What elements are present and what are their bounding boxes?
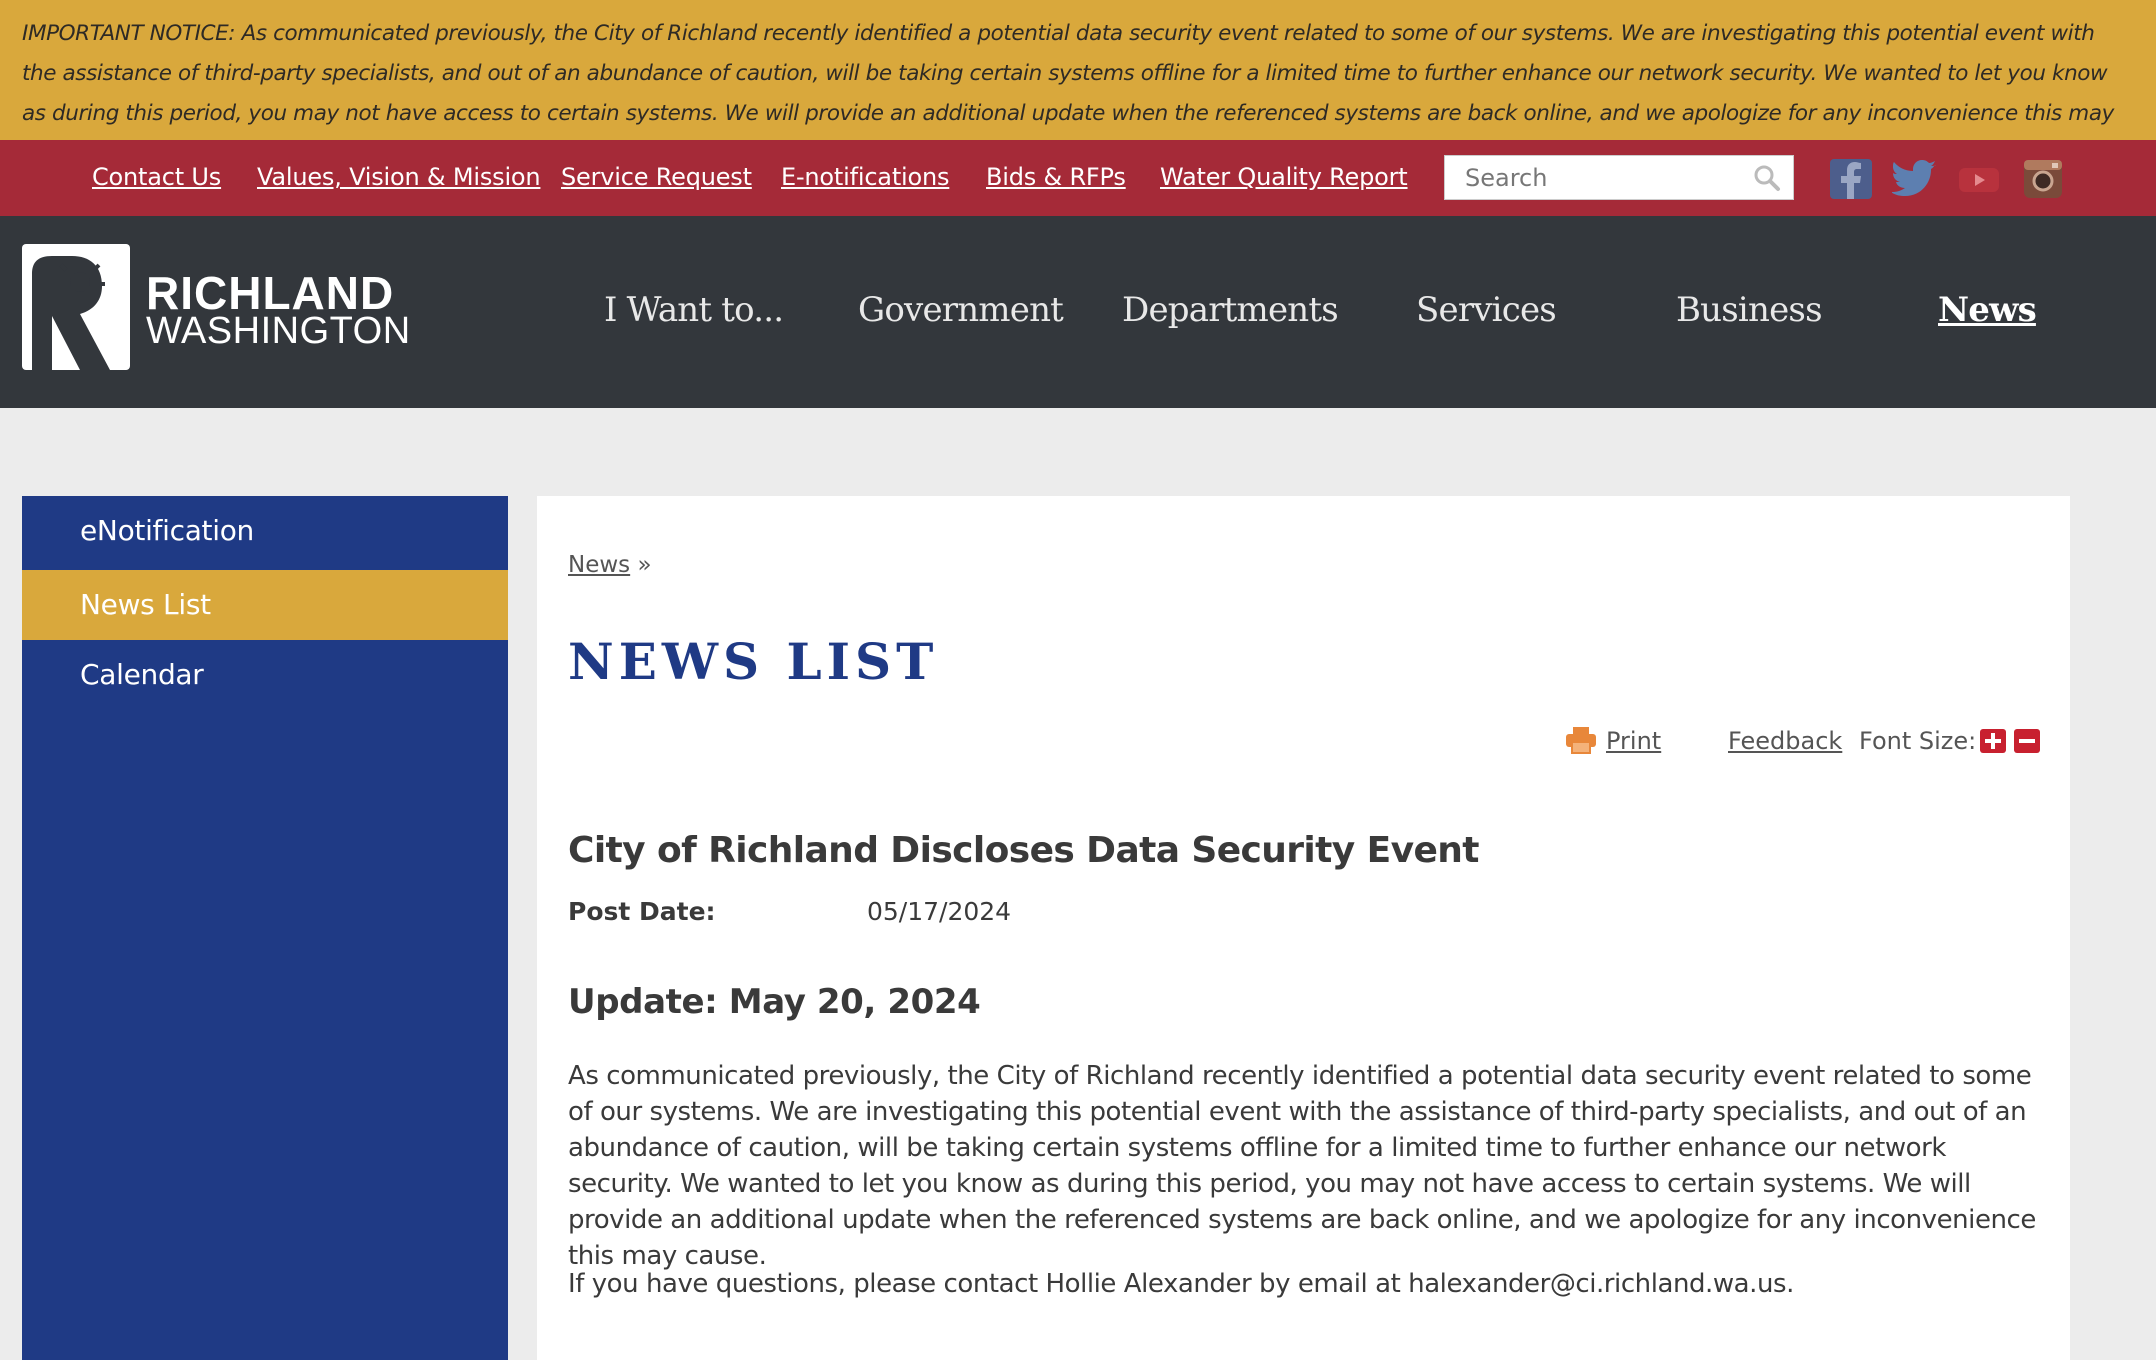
feedback-link[interactable]: Feedback (1728, 727, 1843, 755)
security-notice-banner (0, 0, 2156, 140)
notice-text: IMPORTANT NOTICE: As communicated previously, the City of Richland recently identified a potential data security event related to some of our systems. We are investigating this potential event with the assistance of third-party specialists, and out of an abundance of caution, will be taking certain systems offline for a limited time to further enhance our network security. We wanted to let you know as during this period, you may not have access to certain systems. We will provide an additional update when the referenced systems are back online, and we apologize for any inconvenience this may (22, 21, 2114, 126)
page-title: NEWS LIST (568, 632, 939, 691)
article-title: City of Richland Discloses Data Security Event (568, 830, 1479, 871)
font-decrease-icon[interactable] (2014, 729, 2040, 753)
e-notifications-link[interactable]: E-notifications (781, 163, 950, 191)
font-size-label: Font Size: (1859, 727, 1977, 755)
nav-news[interactable]: News (1938, 290, 2036, 330)
logo-text-richland: RICHLAND (146, 267, 395, 319)
breadcrumb-separator: » (637, 552, 652, 578)
post-date-label: Post Date: (568, 897, 716, 926)
youtube-icon[interactable] (1956, 158, 2002, 200)
update-heading: Update: May 20, 2024 (568, 982, 981, 1022)
sidebar (22, 496, 508, 1360)
twitter-icon[interactable] (1892, 158, 1938, 200)
contact-us-link[interactable]: Contact Us (92, 163, 222, 191)
nav-i-want-to[interactable]: I Want to... (604, 290, 784, 330)
facebook-icon[interactable] (1828, 158, 1874, 200)
nav-services[interactable]: Services (1416, 290, 1556, 330)
breadcrumb-news-link[interactable]: News (568, 552, 631, 578)
search-box (1444, 155, 1794, 200)
service-request-link[interactable]: Service Request (561, 163, 752, 191)
font-increase-icon[interactable] (1980, 729, 2006, 753)
print-link[interactable]: Print (1606, 727, 1662, 755)
article-contact: If you have questions, please contact Hollie Alexander by email at halexander@ci.richland.wa.us. (568, 1269, 1794, 1299)
nav-departments[interactable]: Departments (1122, 290, 1338, 330)
search-icon[interactable] (1753, 164, 1781, 192)
nav-government[interactable]: Government (858, 290, 1064, 330)
nav-business[interactable]: Business (1676, 290, 1822, 330)
printer-icon[interactable] (1565, 726, 1597, 754)
breadcrumb (568, 552, 652, 578)
sidebar-item-enotification[interactable]: eNotification (80, 514, 254, 547)
sidebar-item-calendar[interactable]: Calendar (80, 658, 204, 691)
post-date-value: 05/17/2024 (867, 897, 1012, 926)
water-quality-report-link[interactable]: Water Quality Report (1160, 163, 1408, 191)
values-vision-mission-link[interactable]: Values, Vision & Mission (257, 163, 541, 191)
instagram-icon[interactable] (2020, 158, 2066, 200)
bids-rfps-link[interactable]: Bids & RFPs (986, 163, 1126, 191)
logo-text-washington: WASHINGTON (146, 310, 411, 352)
article-body: As communicated previously, the City of Richland recently identified a potential data security event related to some of our systems. We are investigating this potential event with the assistance of third-party specialists, and out of an abundance of caution, will be taking certain systems offline for a limited time to further enhance our network security. We wanted to let you know as during this period, you may not have access to certain systems. We will provide an additional update when the referenced systems are back online, and we apologize for any inconvenience this may cause. (568, 1061, 2036, 1271)
search-input[interactable] (1445, 156, 1793, 199)
sidebar-item-news-list[interactable]: News List (22, 570, 508, 640)
